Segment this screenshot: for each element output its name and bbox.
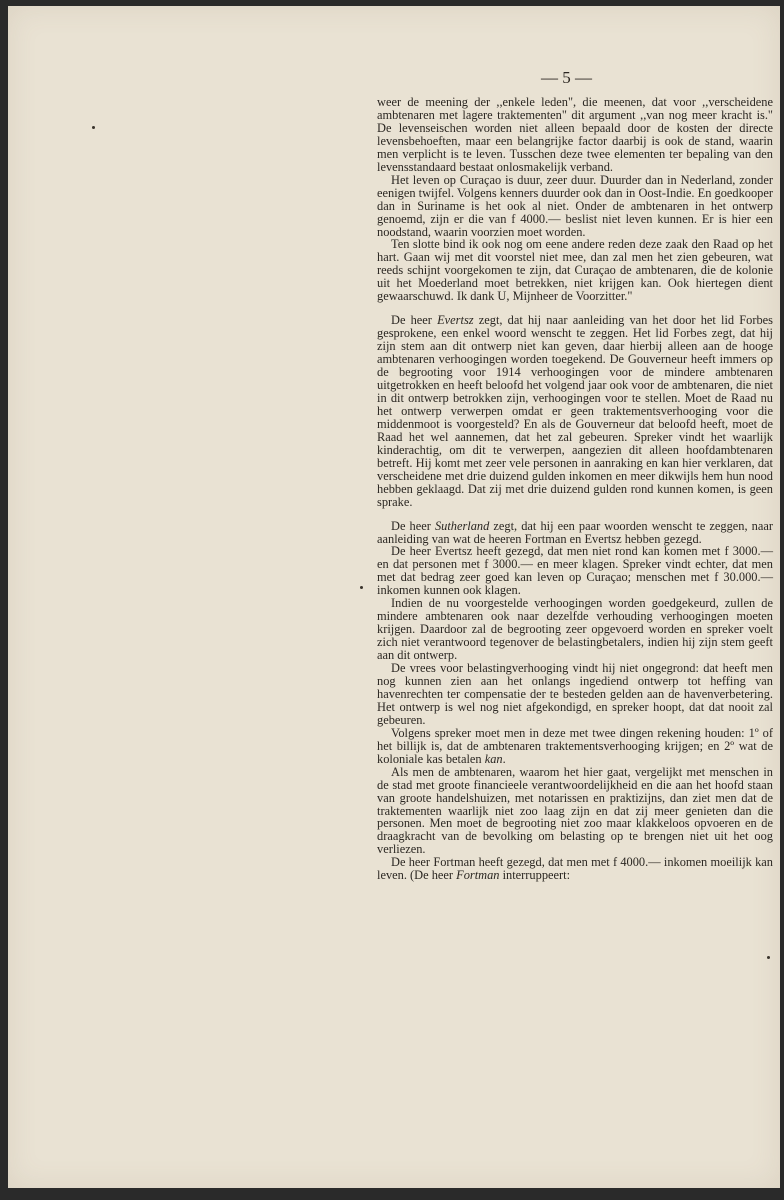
paragraph-fortman: De heer Fortman heeft gezegd, dat men met f 4000.— inkomen moeilijk kan leven. (De heer Fortman interruppeert:: [377, 855, 773, 883]
margin-mark: [92, 126, 95, 129]
paragraph-tax-fear: De vrees voor belastingverhooging vindt hij niet ongegrond: dat heeft men nog kunnen zien aan het onlangs ingediend ontwerp tot heffing van havenrechten ter compensatie der te besteden gelden aan de havenverbetering. Het ontwerp is wel nog niet afgekondigd, en spreker hoopt, dat dat nooit zal gebeuren.: [377, 661, 773, 727]
speaker-name: Fortman: [456, 868, 500, 883]
text-column: [377, 96, 773, 882]
paragraph-cost-of-living: Het leven op Curaçao is duur, zeer duur. Duurder dan in Nederland, zonder eenigen twijfel. Volgens kenners duurder ook dan in Oost-Indie. En goedkooper dan in Suriname is het ook al niet. Onder de ambtenaren in het ontwerp genoemd, zijn er die van f 4000.— beslist niet leven kunnen. Er is hier een noodstand, waarin voorzien moet worden.: [377, 172, 773, 239]
paragraph-evertsz: De heer Evertsz zegt, dat hij naar aanleiding van het door het lid Forbes gesprokene, een enkel woord wenscht te zeggen. Het lid Forbes zegt, dat hij zijn stem aan dit ontwerp niet kan geven, daar hierbij alleen aan de hooge ambtenaren verhoogingen worden toegekend. De Gouverneur heeft immers op de begrooting voor 1914 verhoogingen voor de mindere ambtenaren uitgetrokken en heeft beloofd het volgend jaar ook voor de ambtenaren, die niet in dit ontwerp betrokken zijn, verhoogingen voor te stellen. Moet de Raad nu het ontwerp verwerpen omdat er geen traktementsverhooging voor die middenmoot is voorgesteld? En als de Gouverneur dat beloofd heeft, moet de Raad het wel aannemen, dat het zal gebeuren. Spreker vindt het waarlijk kinderachtig, om dit te verwerpen, aangezien dit alleen hoofdambtenaren betreft. Hij komt met zeer vele personen in aanraking en kan hier verklaren, dat verscheidene met drie duizend gulden inkomen en meer dikwijls hem hun nood hebben geklaagd. Dat zij met drie duizend gulden rond kunnen komen, is geen sprake.: [377, 313, 773, 509]
paragraph-two-things: Volgens spreker moet men in deze met twee dingen rekening houden: 1º of het billijk is, dat de ambtenaren traktementsverhooging krijgen; en 2º wat de koloniale kas betalen kan.: [377, 725, 773, 766]
paragraph-comparison: Als men de ambtenaren, waarom het hier gaat, vergelijkt met menschen in de stad met groote financieele verantwoordelijkheid en die aan het hoofd staan van groote handelshuizen, met notarissen en praktizijns, dan ziet men dat de traktementen waarlijk niet zoo laag zijn en dat zij meer genieten dan die personen. Men moet de begrooting niet zoo maar klakkeloos opvoeren en de draagkracht van de bevolking om belasting op te brengen niet uit het oog verliezen.: [377, 764, 773, 857]
paragraph-closing-plea: Ten slotte bind ik ook nog om eene andere reden deze zaak den Raad op het hart. Gaan wij met dit voorstel niet mee, dan zal men het zien gebeuren, wat reeds schijnt voorgekomen te zijn, dat Curaçao de ambtenaren, die de kolonie uit het Moederland moet betrekken, niet krijgen kan. Ook hiertegen dient gewaarschuwd. Ik dank U, Mijnheer de Voorzitter.": [377, 237, 773, 304]
page-number: — 5 —: [541, 68, 592, 87]
speaker-name: Evertsz: [437, 313, 474, 328]
paragraph-sutherland: De heer Sutherland zegt, dat hij een paar woorden wenscht te zeggen, naar aanleiding van wat de heeren Fortman en Evertsz hebben gezegd.: [377, 518, 773, 546]
margin-mark: [360, 586, 363, 589]
paragraph-increases: Indien de nu voorgestelde verhoogingen worden goedgekeurd, zullen de mindere ambtenaren ook naar dezelfde verhouding verhoogingen moeten krijgen. Daardoor zal de begrooting zeer opgevoerd worden en spreker voelt zich niet verantwoord tegenover de belastingbetalers, indien hij zijn stem geeft aan dit ontwerp.: [377, 596, 773, 663]
paragraph-continuation: weer de meening der ,,enkele leden", die meenen, dat voor ,,verscheidene ambtenaren met lagere traktementen" dit argument ,,van nog meer kracht is." De levenseischen worden niet alleen bepaald door de kosten der directe levensbehoeften, maar een belangrijke factor daarbij is ook de stand, waarin men verplicht is te leven. Tusschen deze twee elementen ter bepaling van den levensstandaard bestaat onlosmakelijk verband.: [377, 95, 773, 174]
speaker-name: Sutherland: [434, 518, 490, 533]
document-page: [8, 6, 780, 1188]
paragraph-income-claim: De heer Evertsz heeft gezegd, dat men niet rond kan komen met f 3000.— en dat personen met f 3000.— en meer klagen. Spreker vindt echter, dat men met dat bedrag zeer goed kan leven op Curaçao; menschen met f 30.000.— inkomen kunnen ook klagen.: [377, 544, 773, 598]
margin-mark: [767, 956, 770, 959]
